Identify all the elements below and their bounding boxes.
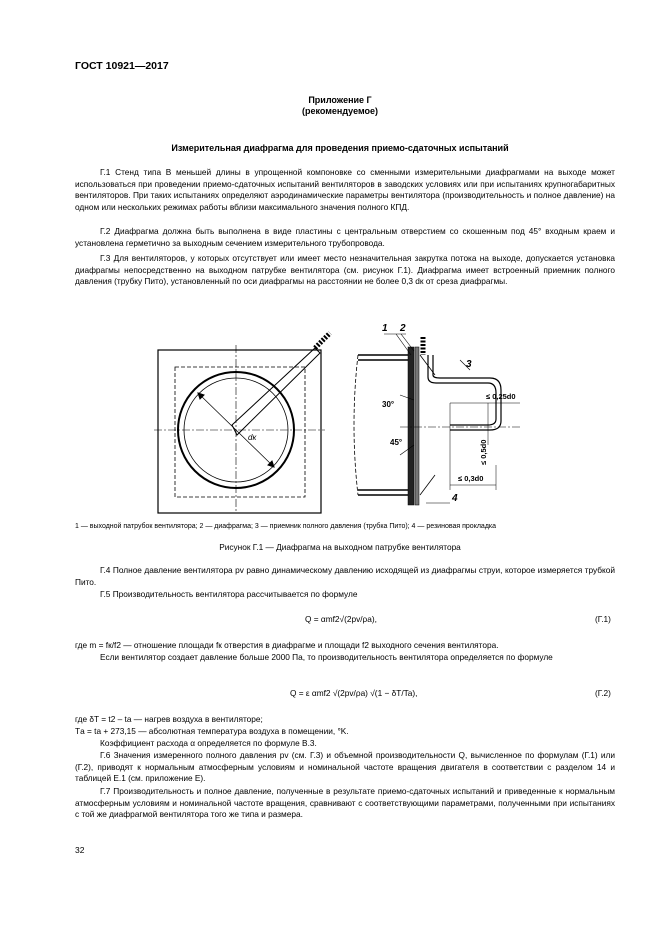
front-view [154, 333, 330, 513]
paragraph-g7: Г.7 Производительность и полное давление, полученные в результате приемо-сдаточных испытаний и приведенные к нормальным атмосферным условиям и номинальной частоте вращения, сравнивают с соответствующими параметрами, полученными при испытаниях с той же диафрагмой вентилятора того же типа и размера. [75, 786, 615, 820]
section-view [354, 334, 522, 505]
paragraph-g5: Г.5 Производительность вентилятора рассчитывается по формуле [100, 589, 358, 599]
paragraph-g5-alpha: Коэффициент расхода α определяется по формуле В.3. [100, 738, 317, 748]
angle-45: 45° [390, 438, 403, 447]
paragraph-g4: Г.4 Полное давление вентилятора pv равно динамическому давлению исходящей из диафрагмы струи, которое измеряется трубкой Пито. [75, 565, 615, 587]
formula-g1-number: (Г.1) [595, 614, 611, 624]
figure-diaphragm [150, 315, 530, 515]
dk-label: dк [248, 433, 257, 442]
paragraph-g3: Г.3 Для вентиляторов, у которых отсутствует или имеет место незначительная закрутка потока на выходе, допускается установка диафрагмы непосредственно на выходном патрубке вентилятора (см. рисунок Г.1). Диафрагма имеет встроенный приемник полного давления (трубку Пито), установленный по оси диафрагмы на расстоянии не более 0,3 dк от среза диафрагмы. [75, 253, 615, 287]
figure-caption: Рисунок Г.1 — Диафрагма на выходном патрубке вентилятора [219, 542, 461, 552]
label-3: 3 [466, 359, 472, 370]
appendix-heading: Измерительная диафрагма для проведения приемо-сдаточных испытаний [171, 143, 509, 153]
paragraph-g1: Г.1 Стенд типа В меньшей длины в упрощенной компоновке со сменными измерительными диафрагмами на выходе может использоваться при проведении приемо-сдаточных испытаний вентиляторов в заводских условиях или при испытаниях крупногабаритных вентиляторов. При таких испытаниях определяют аэродинамические параметры вентилятора (производительность и полное давление) на одном или нескольких режимах работы вблизи максимального значения полного КПД. [75, 167, 615, 212]
label-1: 1 [382, 323, 388, 334]
dim-03d0: ≤ 0,3d0 [458, 474, 484, 483]
paragraph-g5-where: где m = fк/f2 — отношение площади fк отверстия в диафрагме и площади f2 выходного сечения вентилятора. [75, 640, 499, 650]
appendix-title: Приложение Г [308, 95, 372, 105]
paragraph-g5-dt: где δT = t2 – tа — нагрев воздуха в вентиляторе; [75, 714, 263, 724]
appendix-subtitle: (рекомендуемое) [302, 106, 378, 116]
paragraph-g6: Г.6 Значения измеренного полного давления pv (см. Г.3) и объемной производительности Q, вычисленное по формулам (Г.1) или (Г.2), приводят к нормальным атмосферным условиям и номинальной частоте вращения двигателя в соответствии с разделом 14 и таблицей Е.1 (см. приложение Е). [75, 750, 615, 784]
paragraph-g5-ta: Tа = tа + 273,15 — абсолютная температура воздуха в помещении, °K. [75, 726, 349, 736]
label-4: 4 [452, 493, 458, 504]
label-2: 2 [400, 323, 406, 334]
angle-30: 30° [382, 400, 395, 409]
page-number: 32 [75, 845, 85, 855]
figure-legend: 1 — выходной патрубок вентилятора; 2 — диафрагма; 3 — приемник полного давления (трубка Пито); 4 — резиновая прокладка [75, 523, 497, 530]
document-id: ГОСТ 10921—2017 [75, 60, 169, 72]
formula-g2-number: (Г.2) [595, 688, 611, 698]
dim-05d0: ≤ 0,5d0 [479, 439, 488, 465]
paragraph-g5-condition: Если вентилятор создает давление больше 2000 Па, то производительность вентилятора определяется по формуле [100, 652, 553, 662]
formula-g1: Q = αmf2√(2pv/ρa), [305, 614, 377, 624]
paragraph-g2: Г.2 Диафрагма должна быть выполнена в виде пластины с центральным отверстием со скошенным под 45° входным краем и установлена герметично за выходным сечением измерительного трубопровода. [75, 226, 615, 248]
formula-g2: Q = ε αmf2 √(2pv/ρa) √(1 − δT/Ta), [290, 688, 418, 698]
dim-025d0: ≤ 0,25d0 [486, 392, 516, 401]
